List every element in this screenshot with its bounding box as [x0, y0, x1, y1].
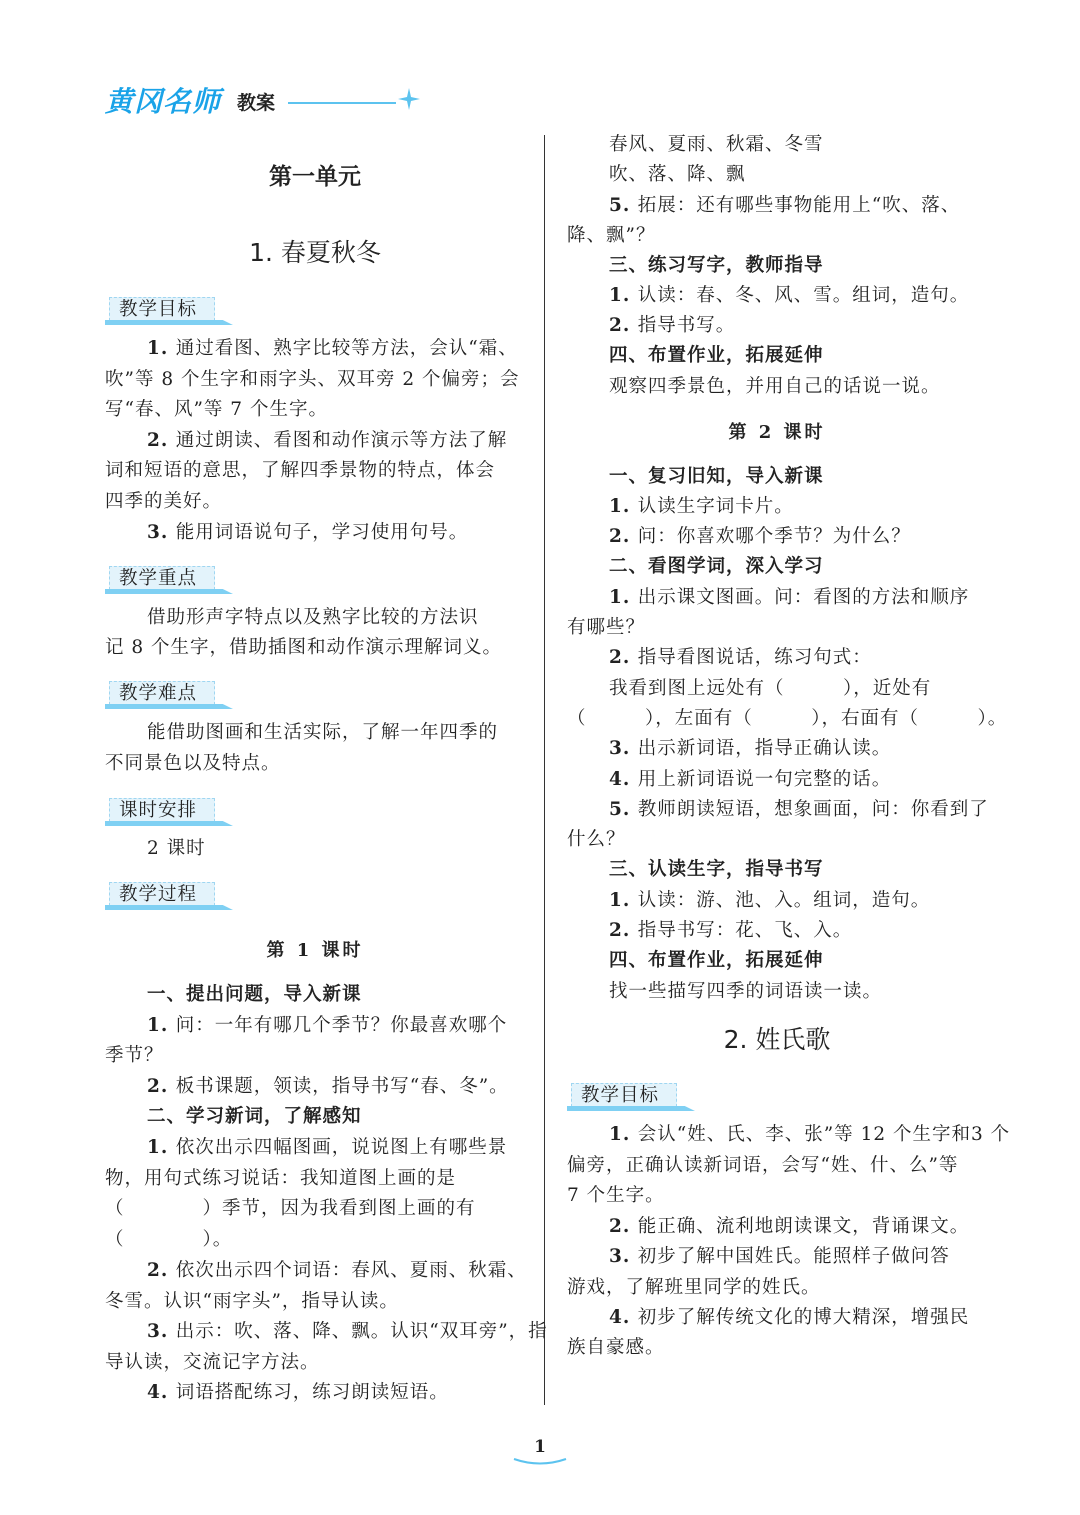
section-tag-goals: 教学目标: [105, 295, 233, 327]
text-line: 偏旁，正确认读新词语，会写“姓、什、么”等: [567, 1155, 959, 1176]
step-line: 1. 问：一年有哪几个季节？你最喜欢哪个: [147, 1015, 508, 1036]
step-line: 2. 指导书写：花、飞、入。: [609, 920, 853, 941]
lesson-title: 1. 春夏秋冬: [249, 238, 381, 267]
step-line: 2. 指导书写。: [609, 315, 736, 336]
period-title: 第 2 课时: [728, 422, 826, 443]
text-line: 冬雪。认识“雨字头”，指导认读。: [105, 1291, 399, 1312]
text-line: 写“春、风”等 7 个生字。: [105, 399, 328, 420]
step-line: 3. 出示：吹、落、降、飘。认识“双耳旁”，指: [147, 1321, 548, 1342]
goal-2: 2. 通过朗读、看图和动作演示等方法了解: [147, 430, 508, 451]
lesson-title: 2. 姓氏歌: [723, 1025, 831, 1054]
text-line: 什么？: [567, 829, 626, 850]
step-line: 2. 板书课题，领读，指导书写“春、冬”。: [147, 1076, 509, 1097]
text-line: 吹”等 8 个生字和雨字头、双耳旁 2 个偏旁；会: [105, 369, 520, 390]
goal-1: 1. 会认“姓、氏、李、张”等 12 个生字和3 个: [609, 1124, 1011, 1145]
text-line: 有哪些？: [567, 617, 646, 638]
text-line: 观察四季景色，并用自己的话说一说。: [609, 376, 941, 397]
brand-logo: 黄冈名师: [105, 85, 222, 118]
goal-4: 4. 初步了解传统文化的博大精深，增强民: [609, 1307, 970, 1328]
text-line: （ ）。: [105, 1229, 233, 1250]
step-line: 4. 词语搭配练习，练习朗读短语。: [147, 1382, 449, 1403]
section-tag-difficulty: 教学难点: [105, 679, 233, 711]
section-heading: 二、看图学词，深入学习: [609, 556, 824, 577]
goal-1: 1. 通过看图、熟字比较等方法，会认“霜、: [147, 338, 518, 359]
text-line: 能借助图画和生活实际，了解一年四季的: [147, 722, 499, 743]
page-header: [105, 80, 435, 120]
text-line: 不同景色以及特点。: [105, 753, 281, 774]
text-line: 季节？: [105, 1045, 164, 1066]
step-line: 2. 指导看图说话，练习句式：: [609, 647, 872, 668]
text-line: 借助形声字特点以及熟字比较的方法识: [147, 607, 479, 628]
text-line: 导认读，交流记字方法。: [105, 1352, 320, 1373]
section-heading: 二、学习新词，了解感知: [147, 1106, 362, 1127]
text-line: （ ）季节，因为我看到图上画的有: [105, 1198, 476, 1219]
text-line: 2 课时: [147, 838, 206, 859]
unit-title: 第一单元: [269, 164, 361, 190]
step-line: 2. 问：你喜欢哪个季节？为什么？: [609, 526, 911, 547]
page-swoosh-icon: [512, 1456, 568, 1466]
section-heading: 三、认读生字，指导书写: [609, 859, 824, 880]
header-subtitle: 教案: [237, 92, 276, 114]
text-line: 吹、落、降、飘: [609, 164, 746, 185]
step-line: 1. 认读生字词卡片。: [609, 496, 794, 517]
text-line: 找一些描写四季的词语读一读。: [609, 981, 883, 1002]
goal-3: 3. 初步了解中国姓氏。能照样子做问答: [609, 1246, 950, 1267]
text-line: 我看到图上远处有（ ），近处有: [609, 678, 932, 699]
step-line: 1. 依次出示四幅图画，说说图上有哪些景: [147, 1137, 508, 1158]
section-heading: 四、布置作业，拓展延伸: [609, 950, 824, 971]
step-line: 3. 出示新词语，指导正确认读。: [609, 738, 892, 759]
step-line: 2. 依次出示四个词语：春风、夏雨、秋霜、: [147, 1260, 527, 1281]
text-line: 春风、夏雨、秋霜、冬雪: [609, 134, 824, 155]
column-divider: [544, 135, 545, 1405]
step-line: 4. 用上新词语说一句完整的话。: [609, 769, 892, 790]
section-heading: 一、提出问题，导入新课: [147, 984, 362, 1005]
step-line: 1. 认读：游、池、入。组词，造句。: [609, 890, 931, 911]
period-title: 第 1 课时: [266, 940, 364, 961]
section-tag-goals: 教学目标: [567, 1081, 695, 1113]
text-line: 词和短语的意思，了解四季景物的特点，体会: [105, 460, 496, 481]
step-line: 5. 拓展：还有哪些事物能用上“吹、落、: [609, 195, 961, 216]
text-line: 降、飘”？: [567, 225, 656, 246]
page-number: 1: [534, 1437, 546, 1457]
step-line: 1. 认读：春、冬、风、雪。组词，造句。: [609, 285, 970, 306]
section-tag-process: 教学过程: [105, 880, 233, 912]
goal-2: 2. 能正确、流利地朗读课文，背诵课文。: [609, 1216, 970, 1237]
sparkle-icon: [397, 87, 421, 111]
text-line: 记 8 个生字，借助插图和动作演示理解词义。: [105, 637, 503, 658]
goal-3: 3. 能用词语说句子，学习使用句号。: [147, 522, 469, 543]
text-line: 族自豪感。: [567, 1337, 665, 1358]
section-heading: 三、练习写字，教师指导: [609, 255, 824, 276]
section-tag-key: 教学重点: [105, 564, 233, 596]
section-heading: 四、布置作业，拓展延伸: [609, 345, 824, 366]
header-rule: [288, 102, 396, 104]
step-line: 5. 教师朗读短语，想象画面，问：你看到了: [609, 799, 989, 820]
step-line: 1. 出示课文图画。问：看图的方法和顺序: [609, 587, 970, 608]
text-line: 物，用句式练习说话：我知道图上画的是: [105, 1168, 457, 1189]
text-line: 四季的美好。: [105, 491, 223, 512]
section-heading: 一、复习旧知，导入新课: [609, 466, 824, 487]
text-line: 游戏，了解班里同学的姓氏。: [567, 1277, 821, 1298]
text-line: （ ），左面有（ ），右面有（ ）。: [567, 708, 1008, 729]
section-tag-schedule: 课时安排: [105, 796, 233, 828]
text-line: 7 个生字。: [567, 1185, 665, 1206]
